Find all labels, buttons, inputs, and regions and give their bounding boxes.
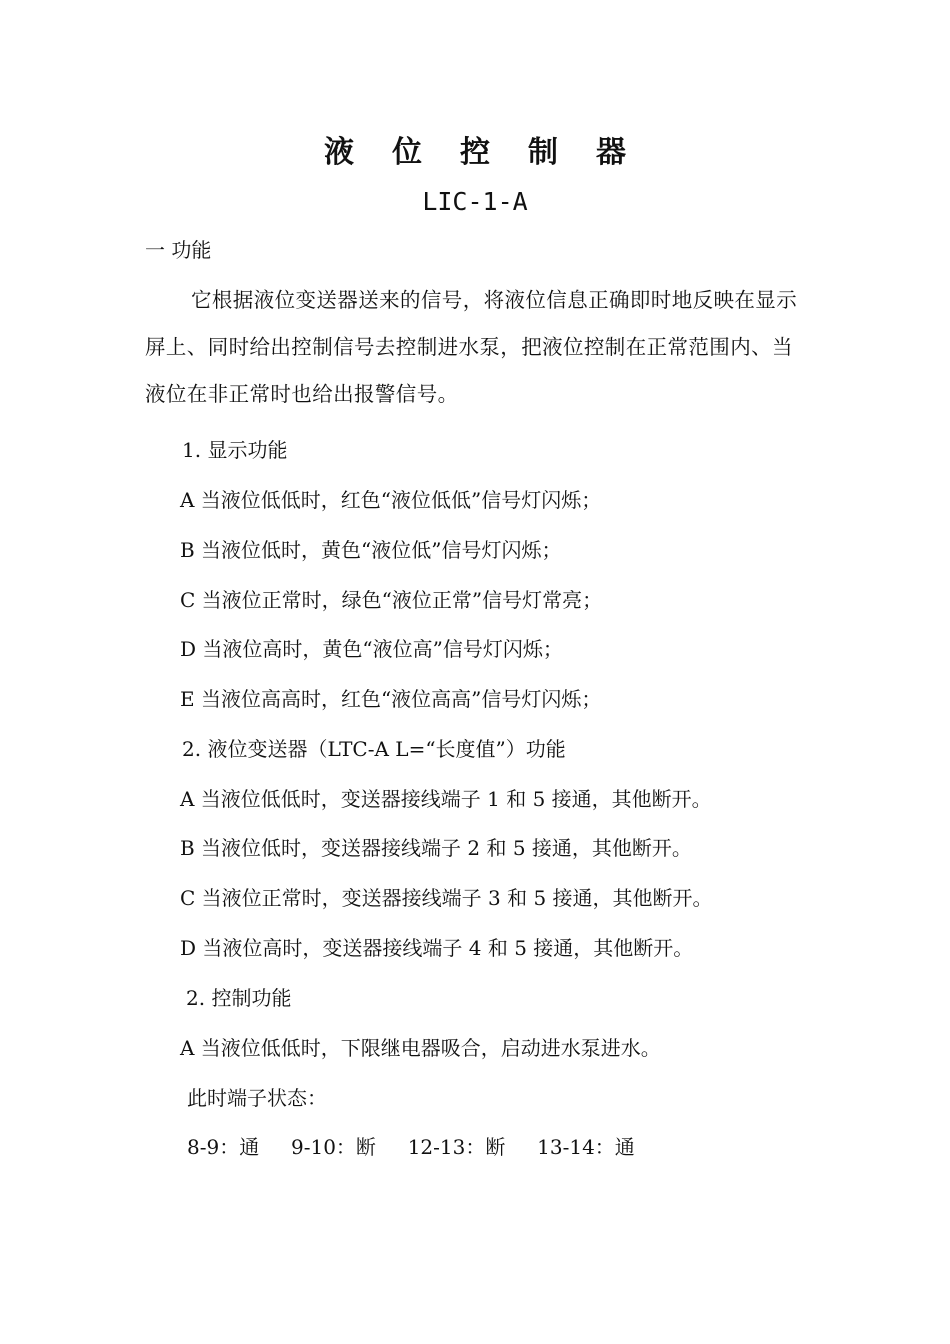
transmitter-item: A 当液位低低时，变送器接线端子 1 和 5 接通，其他断开。: [180, 787, 712, 811]
transmitter-function-heading: 2. 液位变送器（LTC-A L=“长度值”）功能: [182, 737, 566, 761]
transmitter-item: C 当液位正常时，变送器接线端子 3 和 5 接通，其他断开。: [180, 886, 713, 910]
display-item: B 当液位低时，黄色“液位低”信号灯闪烁；: [180, 538, 562, 562]
display-item: D 当液位高时，黄色“液位高”信号灯闪烁；: [180, 637, 563, 661]
display-item: A 当液位低低时，红色“液位低低”信号灯闪烁；: [180, 488, 602, 512]
terminal-state-label: 此时端子状态：: [187, 1086, 327, 1110]
display-function-heading: 1. 显示功能: [182, 438, 288, 462]
model-number: LIC-1-A: [422, 187, 528, 216]
display-item: E 当液位高高时，红色“液位高高”信号灯闪烁；: [180, 687, 602, 711]
control-function-heading: 2. 控制功能: [186, 986, 292, 1010]
intro-paragraph: 它根据液位变送器送来的信号，将液位信息正确即时地反映在显示屏上、同时给出控制信号去控制进水泵，把液位控制在正常范围内、当液位在非正常时也给出报警信号。: [145, 288, 798, 406]
transmitter-item: D 当液位高时，变送器接线端子 4 和 5 接通，其他断开。: [180, 936, 694, 960]
transmitter-item: B 当液位低时，变送器接线端子 2 和 5 接通，其他断开。: [180, 836, 692, 860]
terminal-states: 8-9：通 9-10：断 12-13：断 13-14：通: [187, 1135, 635, 1159]
document-title: 液位控制器: [324, 135, 664, 170]
control-item: A 当液位低低时，下限继电器吸合，启动进水泵进水。: [180, 1036, 661, 1060]
section-heading-function: 一 功能: [145, 238, 212, 262]
display-item: C 当液位正常时，绿色“液位正常”信号灯常亮；: [180, 588, 603, 612]
